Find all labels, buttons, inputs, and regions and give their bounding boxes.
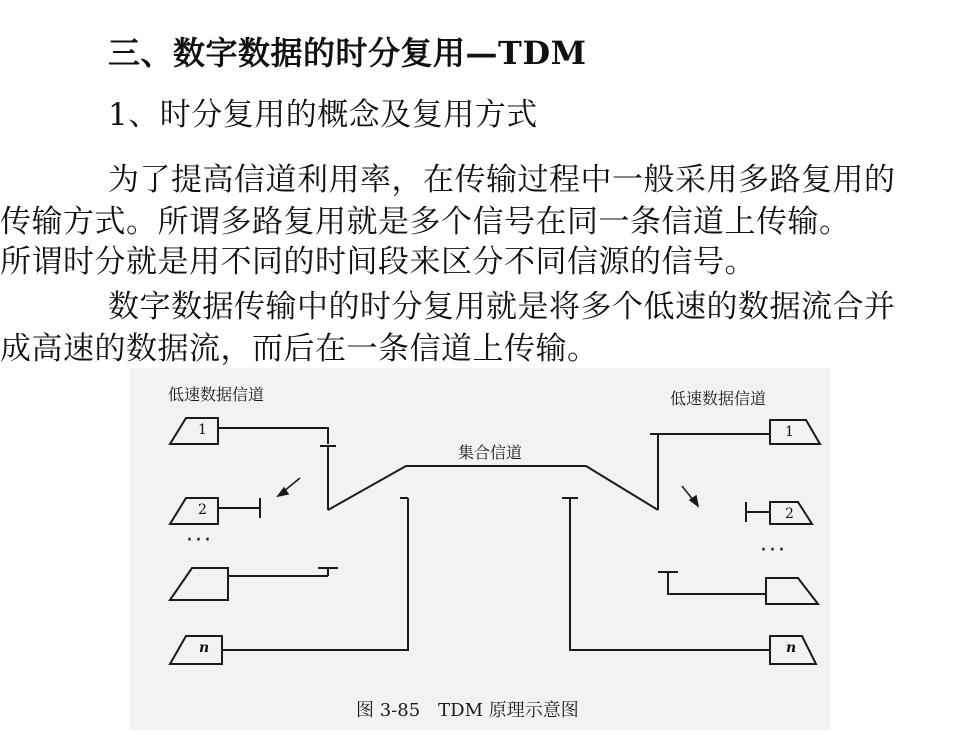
right-channel-box-3: [766, 578, 818, 604]
paragraph-2-line-2: 成高速的数据流，而后在一条信道上传输。: [0, 331, 599, 367]
paragraph-2-line-1: 数字数据传输中的时分复用就是将多个低速的数据流合并: [108, 289, 896, 325]
figure-caption: 图 3-85 TDM 原理示意图: [356, 700, 579, 721]
section-heading: 三、数字数据的时分复用—TDM: [108, 34, 587, 72]
left-channel-box-n: [170, 636, 222, 664]
right-channel-label: 低速数据信道: [670, 389, 767, 408]
paragraph-1-line-1: 为了提高信道利用率，在传输过程中一般采用多路复用的: [108, 162, 896, 198]
paragraph-1-line-3: 所谓时分就是用不同的时间段来区分不同信源的信号。: [0, 244, 756, 280]
right-box-2-label: 2: [785, 506, 794, 522]
right-ellipsis: ···: [760, 538, 787, 563]
left-box-1-label: 1: [198, 422, 207, 438]
left-channel-label: 低速数据信道: [168, 385, 265, 404]
right-channel-box-1: [770, 420, 820, 444]
tdm-diagram-svg: [130, 368, 830, 730]
left-channel-box-2: [170, 498, 218, 524]
left-channel-box-1: [170, 418, 218, 444]
right-box-1-label: 1: [785, 424, 794, 440]
tdm-diagram: [130, 368, 830, 730]
left-ellipsis: ···: [186, 528, 213, 553]
paragraph-1-line-2: 传输方式。所谓多路复用就是多个信号在同一条信道上传输。: [0, 204, 851, 240]
left-box-2-label: 2: [198, 502, 207, 518]
trunk-channel-label: 集合信道: [458, 443, 523, 462]
subsection-heading: 1、时分复用的概念及复用方式: [108, 97, 538, 133]
right-box-n-label: n: [786, 640, 797, 656]
left-channel-box-3: [170, 568, 228, 600]
left-box-n-label: n: [199, 640, 210, 656]
